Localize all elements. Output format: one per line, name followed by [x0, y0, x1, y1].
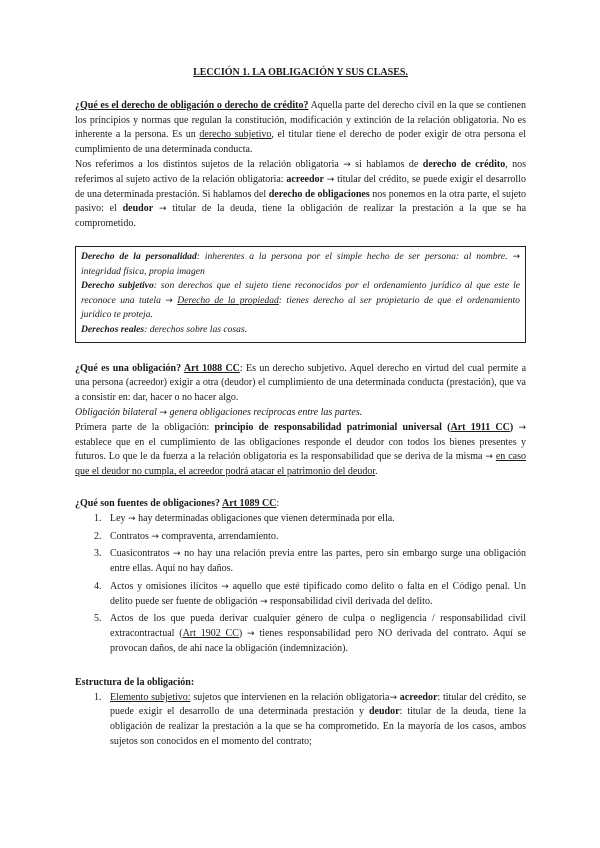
definition-personalidad: Derecho de la personalidad: inherentes a la persona por el simple hecho de ser persona: al nombre. → integridad física, propia imagen: [81, 250, 520, 277]
question-heading: ¿Qué son fuentes de obligaciones?: [75, 497, 222, 509]
list-item: 4. Actos y omisiones ilícitos → aquello que esté tipificado como delito o falta en el Código penal. Un delito puede ser fuente de obligación → responsabilidad civil derivada del delito.: [104, 580, 526, 610]
section-derecho-obligacion: ¿Qué es el derecho de obligación o derecho de crédito? Aquella parte del derecho civil en la que se contienen los principios y normas que regulan la constitución, modificación y extinción de la relación obligatoria. No es inherente a la persona. Es un derecho subjetivo, el titular tiene el derecho de poder exigir de otra persona el cumplimiento de una determinada conducta.: [75, 99, 526, 156]
definition-subjetivo: Derecho subjetivo: son derechos que el sujeto tiene reconocidos por el ordenamiento jurídico al que este le reconoce una tutela → Derecho de la propiedad: tienes derecho al ser propietario de que el ordenamiento jurídico te proteja.: [81, 280, 520, 321]
definition-reales: Derechos reales: derechos sobre las cosas.: [81, 323, 248, 335]
article-reference: Art 1902 CC: [182, 628, 239, 640]
article-reference: Art 1089 CC: [221, 497, 277, 509]
list-item: 5. Actos de los que pueda derivar cualquier género de culpa o negligencia / responsabilidad civil extracontractual (Art 1902 CC) → tienes responsabilidad pero NO derivada del contrato. Aquí se provocan daños, de ahí nace la obligación (indemnización).: [104, 612, 526, 656]
arrow-icon: →: [165, 295, 173, 306]
arrow-icon: →: [172, 549, 181, 560]
page-title: LECCIÓN 1. LA OBLIGACIÓN Y SUS CLASES.: [193, 67, 408, 78]
arrow-icon: →: [343, 159, 351, 170]
fuentes-list: [75, 512, 526, 657]
document-page: [75, 66, 526, 753]
estructura-list: [75, 691, 526, 750]
paragraph-responsabilidad: Primera parte de la obligación: principio de responsabilidad patrimonial universal (Art 1911 CC) → establece que en el cumplimiento de las obligaciones responde el deudor con todos los bienes presentes y futuros. Lo que le da fuerza a la relación obligatoria es la responsabilidad que se deriva de la misma → en caso que el deudor no cumpla, el acreedor podrá atacar el patrimonio del deudor.: [75, 421, 527, 478]
paragraph-sujetos: Nos referimos a los distintos sujetos de la relación obligatoria → si hablamos de derecho de crédito, nos referimos al sujeto activo de la relación obligatoria: acreedor → titular del crédito, se puede exigir el desarrollo de una determinada prestación. Si hablamos del derecho de obligaciones nos ponemos en la otra parte, el sujeto pasivo: el deudor → titular de la deuda, tiene la obligación de realizar la prestación a la que se ha comprometido.: [75, 158, 527, 230]
paragraph-bilateral: Obligación bilateral → genera obligaciones recíprocas entre las partes.: [75, 406, 363, 418]
arrow-icon: →: [247, 629, 255, 640]
list-item: 3. Cuasicontratos → no hay una relación previa entre las partes, pero sin embargo surge una obligación entre ellas. Aquí no hay daños.: [104, 547, 526, 577]
question-heading: ¿Qué es una obligación?: [75, 362, 184, 374]
arrow-icon: →: [159, 407, 167, 418]
arrow-icon: →: [128, 513, 136, 524]
question-heading: ¿Qué es el derecho de obligación o derecho de crédito?: [75, 99, 309, 111]
arrow-icon: →: [221, 581, 229, 592]
arrow-icon: →: [158, 204, 167, 215]
arrow-icon: →: [151, 531, 159, 542]
section-estructura-heading: Estructura de la obligación:: [75, 676, 195, 688]
article-reference: Art 1088 CC: [183, 362, 240, 374]
article-reference: Art 1911 CC: [450, 421, 510, 433]
arrow-icon: →: [485, 452, 493, 463]
list-item: 1. Elemento subjetivo: sujetos que intervienen en la relación obligatoria→ acreedor: titular del crédito, se puede exigir el desarrollo de una determinada prestación y deudor: titular de la deuda, tiene la obligación de realizar la prestación a la que se ha comprometido. En la mayoría de los casos, ambos sujetos son conocidos en el momento del contrato;: [104, 691, 526, 750]
arrow-icon: →: [326, 174, 335, 185]
arrow-icon: →: [389, 692, 398, 703]
section-fuentes: ¿Qué son fuentes de obligaciones? Art 1089 CC:: [75, 497, 280, 509]
arrow-icon: →: [512, 251, 520, 262]
section-obligacion: ¿Qué es una obligación? Art 1088 CC: Es un derecho subjetivo. Aquel derecho en virtud del cual permite a una persona (acreedor) exigir a otra (deudor) el cumplimiento de una determinada conducta (prestación), que va a consistir en: dar, hacer o no hacer algo.: [75, 362, 527, 404]
list-item: 2. Contratos → compraventa, arrendamiento.: [104, 530, 526, 545]
definitions-box: [75, 246, 526, 343]
list-item: 1. Ley → hay determinadas obligaciones que vienen determinada por ella.: [104, 512, 526, 527]
arrow-icon: →: [518, 422, 527, 433]
arrow-icon: →: [259, 596, 268, 607]
